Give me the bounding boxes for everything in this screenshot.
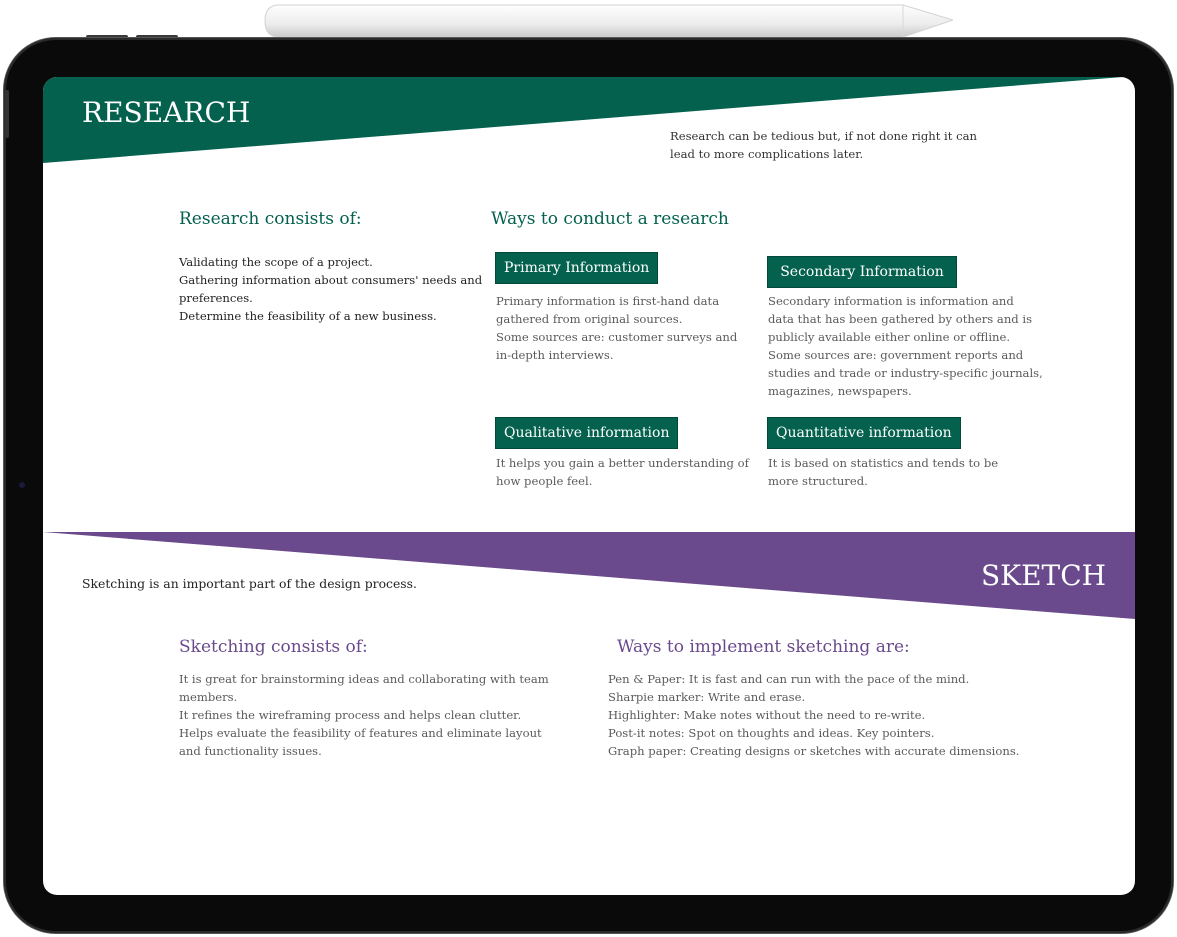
app-screen — [43, 77, 1135, 895]
quantitative-information-text: It is based on statistics and tends to be more structured. — [768, 456, 999, 488]
sketch-intro: Sketching is an important part of the design process. — [82, 576, 417, 591]
sketch-consists-heading: Sketching consists of: — [179, 637, 368, 657]
sketch-consists-list: It is great for brainstorming ideas and collaborating with team members. It refines the wireframing process and helps clean clutter. Helps evaluate the feasibility of features and eliminate layout and functionality issues. — [179, 672, 549, 758]
research-ways-heading: Ways to conduct a research — [491, 209, 729, 229]
sketch-ways-list: Pen & Paper: It is fast and can run with the pace of the mind. Sharpie marker: Write and erase. Highlighter: Make notes without the need to re-write. Post-it notes: Spot on thoughts and ideas. Key pointers. Graph paper: Creating designs or sketches with accurate dimensions. — [608, 672, 1020, 758]
front-camera — [19, 482, 25, 488]
stylus-pencil — [263, 4, 953, 40]
qualitative-information-text: It helps you gain a better understanding of how people feel. — [496, 456, 749, 488]
tag-primary-information: Primary Information — [496, 253, 657, 283]
secondary-information-text: Secondary information is information and data that has been gathered by others and is publicly available either online or offline. Some sources are: government reports and studies and trade or industry-specific journals, magazines, newspapers. — [768, 294, 1043, 398]
research-title: RESEARCH — [82, 96, 251, 129]
research-consists-list: Validating the scope of a project. Gathering information about consumers' needs and preferences. Determine the feasibility of a new business. — [179, 255, 483, 323]
research-consists-heading: Research consists of: — [179, 209, 362, 229]
sketch-title: SKETCH — [981, 559, 1107, 592]
tag-secondary-information: Secondary Information — [768, 257, 956, 287]
primary-information-text: Primary information is first-hand data gathered from original sources. Some sources are: customer surveys and in-depth interviews. — [496, 294, 738, 362]
power-button[interactable] — [5, 90, 9, 138]
tag-quantitative-information: Quantitative information — [768, 418, 960, 448]
sketch-ways-heading: Ways to implement sketching are: — [617, 637, 910, 657]
tag-qualitative-information: Qualitative information — [496, 418, 677, 448]
research-intro: Research can be tedious but, if not done right it can lead to more complications later. — [670, 129, 977, 161]
